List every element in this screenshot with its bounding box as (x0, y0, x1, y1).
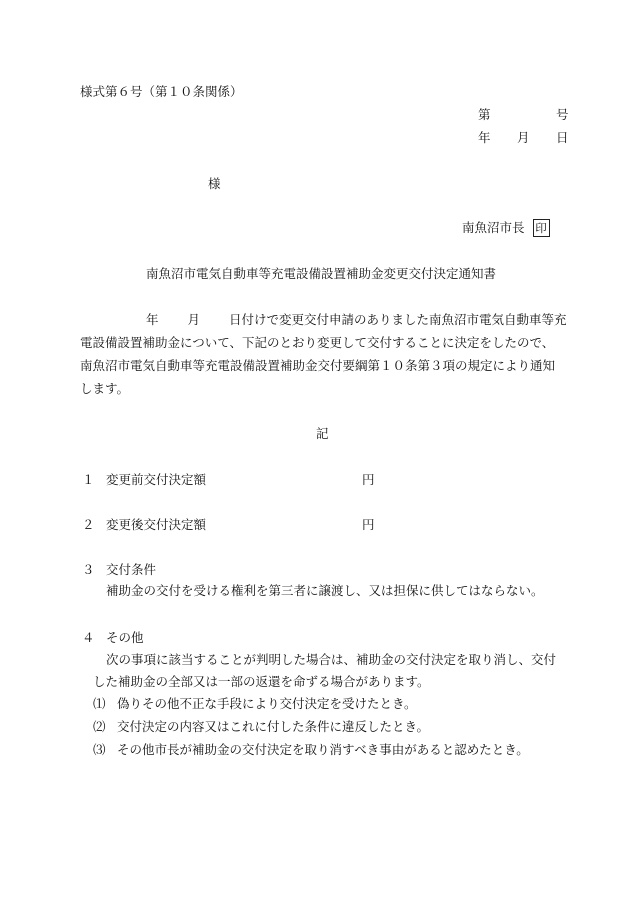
sub-1-text: 偽りその他不正な手段により交付決定を受けたとき。 (117, 696, 417, 711)
intro-line-4: します。 (80, 381, 130, 396)
item-3-label: 交付条件 (106, 562, 157, 577)
date-year-label: 年 (478, 130, 491, 145)
date-day-label: 日 (556, 130, 569, 145)
item-2 (82, 515, 206, 533)
sub-3-text: その他市長が補助金の交付決定を取り消すべき事由があると認めたとき。 (117, 742, 529, 757)
sender-block (462, 218, 550, 237)
item-3-body: 補助金の交付を受ける権利を第三者に譲渡し、又は担保に供してはならない。 (106, 583, 544, 598)
item-1 (82, 470, 206, 488)
addressee-honorific: 様 (208, 176, 221, 191)
intro-line-1-text: 日付けで変更交付申請のありました南魚沼市電気自動車等充 (229, 312, 567, 327)
document-title: 南魚沼市電気自動車等充電設備設置補助金変更交付決定通知書 (146, 266, 497, 281)
sub-1-number: ⑴ (93, 696, 106, 711)
sub-2-number: ⑵ (93, 719, 106, 734)
form-number: 様式第６号（第１０条関係） (80, 84, 243, 99)
item-4-sub-3 (93, 740, 529, 758)
item-2-label: 変更後交付決定額 (106, 517, 207, 532)
item-4 (82, 628, 144, 646)
sub-2-text: 交付決定の内容又はこれに付した条件に違反したとき。 (117, 719, 430, 734)
item-4-label: その他 (106, 630, 144, 645)
item-3 (82, 560, 156, 578)
item-4-sub-2 (93, 717, 429, 735)
sender-name: 南魚沼市長 (462, 220, 525, 235)
item-4-sub-1 (93, 694, 417, 712)
item-1-unit: 円 (362, 472, 375, 487)
sub-3-number: ⑶ (93, 742, 106, 757)
ki-heading: 記 (316, 426, 329, 441)
intro-month-label: 月 (187, 312, 201, 327)
item-4-number: ４ (82, 630, 95, 645)
item-2-number: ２ (82, 517, 95, 532)
intro-line-3: 南魚沼市電気自動車等充電設備設置補助金交付要綱第１０条第３項の規定により通知 (80, 358, 556, 373)
item-2-unit: 円 (362, 517, 375, 532)
doc-number-label: 第 (478, 107, 491, 122)
seal-stamp: 印 (533, 219, 550, 237)
item-1-label: 変更前交付決定額 (106, 472, 207, 487)
item-1-number: １ (82, 472, 95, 487)
intro-line-2: 電設備設置補助金について、下記のとおり変更して交付することに決定をしたので、 (80, 335, 555, 350)
date-month-label: 月 (517, 130, 530, 145)
item-3-number: ３ (82, 562, 95, 577)
intro-line-1 (146, 310, 567, 328)
doc-number-suffix: 号 (556, 107, 569, 122)
item-4-body-line-2: した補助金の全部又は一部の返還を命ずる場合があります。 (93, 674, 430, 689)
intro-year-label: 年 (146, 312, 159, 327)
item-4-body-line-1: 次の事項に該当することが判明した場合は、補助金の交付決定を取り消し、交付 (106, 652, 557, 667)
